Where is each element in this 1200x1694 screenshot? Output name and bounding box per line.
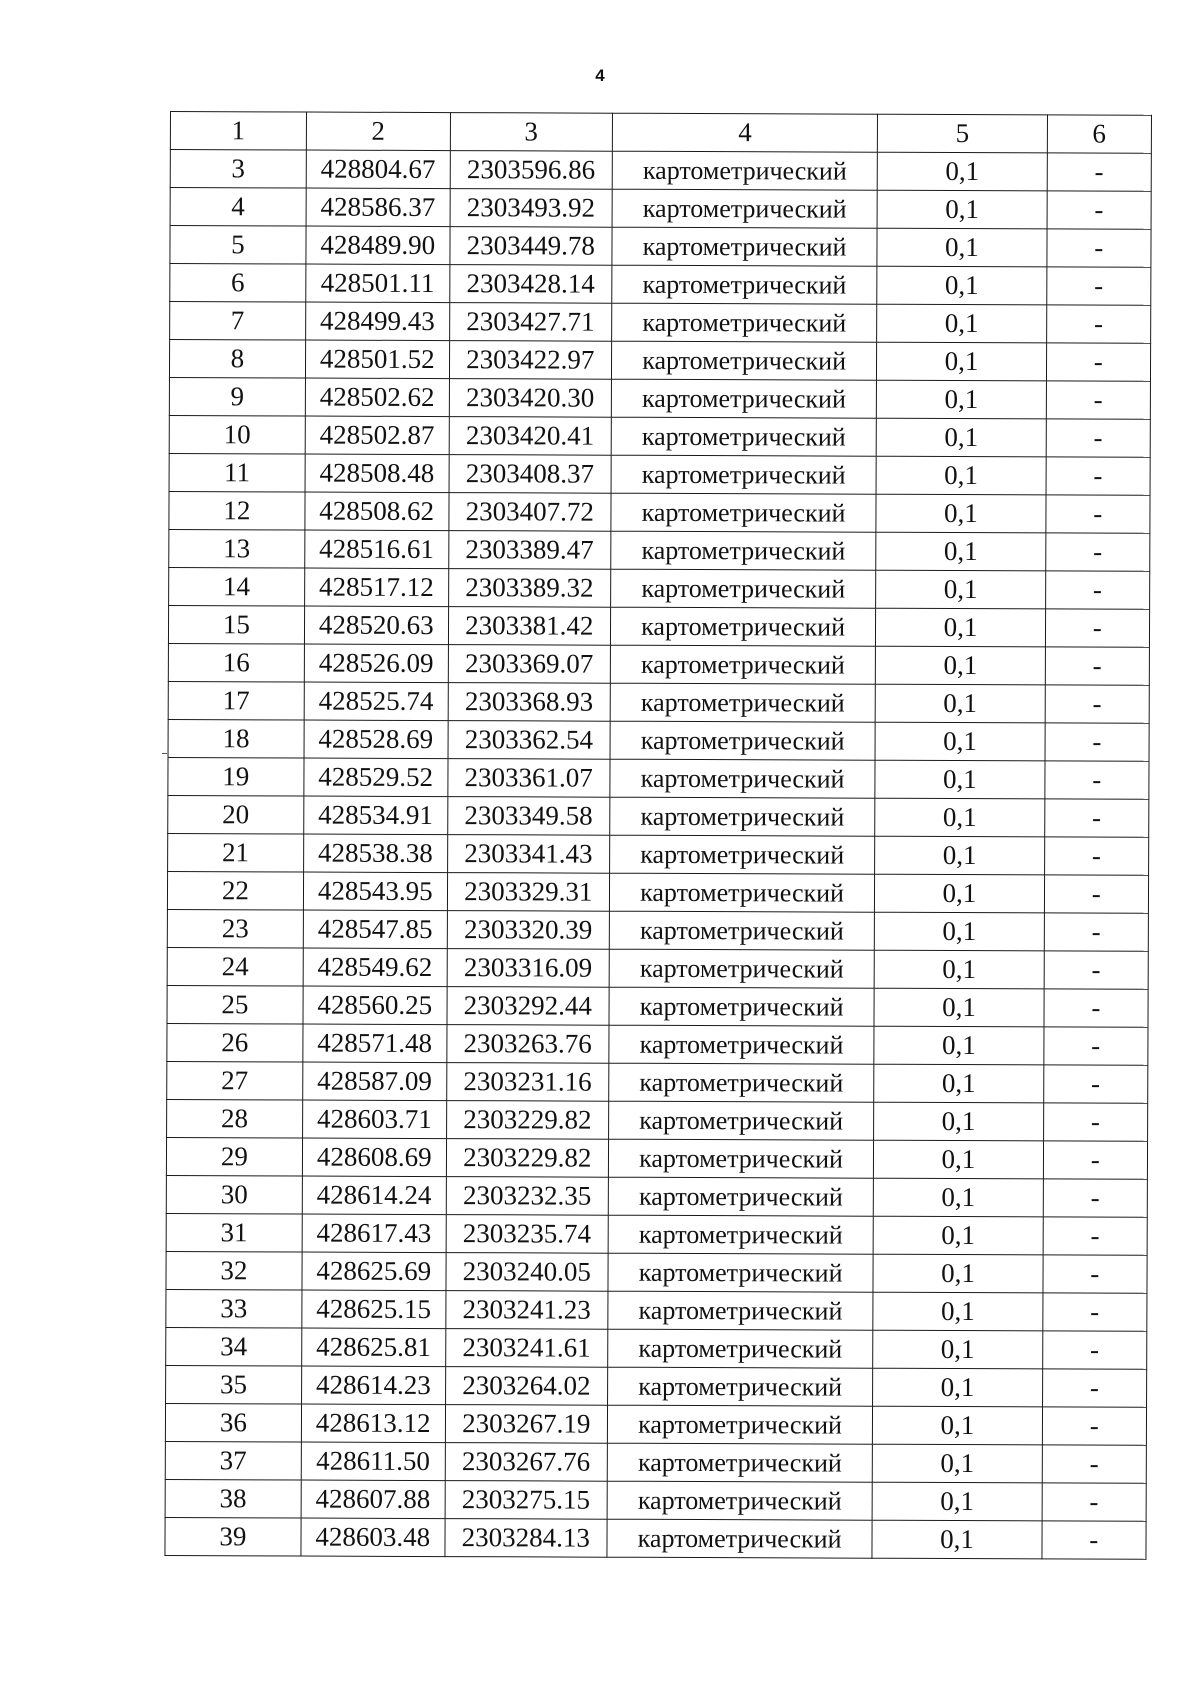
y-coordinate-cell: 2303389.47: [448, 531, 610, 570]
point-number-cell: 37: [165, 1441, 301, 1480]
note-cell: -: [1042, 1369, 1147, 1407]
y-coordinate-cell: 2303341.43: [447, 835, 609, 874]
x-coordinate-cell: 428587.09: [303, 1062, 447, 1101]
accuracy-cell: 0,1: [876, 456, 1045, 495]
table-row: [167, 985, 1148, 1027]
note-cell: -: [1043, 1217, 1148, 1255]
note-cell: -: [1046, 305, 1151, 343]
y-coordinate-cell: 2303231.16: [446, 1063, 608, 1102]
method-cell: картометрический: [610, 759, 876, 798]
x-coordinate-cell: 428489.90: [306, 226, 450, 265]
note-cell: -: [1042, 1483, 1147, 1521]
x-coordinate-cell: 428501.11: [306, 264, 450, 303]
point-number-cell: 6: [170, 264, 306, 303]
header-cell-4: 4: [612, 113, 878, 152]
x-coordinate-cell: 428538.38: [303, 834, 447, 873]
point-number-cell: 34: [166, 1327, 302, 1366]
y-coordinate-cell: 2303240.05: [446, 1253, 608, 1292]
note-cell: -: [1042, 1445, 1147, 1483]
table-row: [166, 1175, 1147, 1217]
method-cell: картометрический: [610, 645, 876, 684]
accuracy-cell: 0,1: [874, 950, 1043, 989]
x-coordinate-cell: 428534.91: [304, 796, 448, 835]
table-row: [170, 150, 1151, 192]
point-number-cell: 28: [167, 1099, 303, 1138]
note-cell: -: [1042, 1331, 1147, 1369]
table-row: [166, 1289, 1147, 1331]
accuracy-cell: 0,1: [876, 608, 1045, 647]
table-row: [168, 795, 1149, 837]
table-row: [170, 264, 1151, 306]
accuracy-cell: 0,1: [877, 342, 1046, 381]
table-row: [166, 1327, 1147, 1369]
x-coordinate-cell: 428517.12: [304, 568, 448, 607]
x-coordinate-cell: 428613.12: [301, 1404, 445, 1443]
accuracy-cell: 0,1: [874, 1064, 1043, 1103]
x-coordinate-cell: 428502.87: [305, 416, 449, 455]
note-cell: -: [1045, 571, 1150, 609]
y-coordinate-cell: 2303428.14: [449, 265, 611, 304]
table-row: [170, 188, 1151, 230]
table-row: [170, 302, 1151, 344]
note-cell: -: [1047, 153, 1152, 191]
y-coordinate-cell: 2303229.82: [446, 1139, 608, 1178]
point-number-cell: 23: [167, 909, 303, 948]
x-coordinate-cell: 428625.15: [302, 1290, 446, 1329]
method-cell: картометрический: [609, 873, 875, 912]
accuracy-cell: 0,1: [875, 722, 1044, 761]
method-cell: картометрический: [608, 1139, 874, 1178]
y-coordinate-cell: 2303316.09: [447, 949, 609, 988]
accuracy-cell: 0,1: [873, 1216, 1042, 1255]
y-coordinate-cell: 2303408.37: [449, 455, 611, 494]
accuracy-cell: 0,1: [876, 570, 1045, 609]
method-cell: картометрический: [611, 417, 877, 456]
method-cell: картометрический: [612, 189, 878, 228]
point-number-cell: 29: [166, 1137, 302, 1176]
table-row: [165, 1441, 1146, 1483]
method-cell: картометрический: [611, 455, 877, 494]
x-coordinate-cell: 428608.69: [302, 1138, 446, 1177]
y-coordinate-cell: 2303427.71: [449, 303, 611, 342]
y-coordinate-cell: 2303241.61: [445, 1329, 607, 1368]
y-coordinate-cell: 2303362.54: [448, 721, 610, 760]
table-row: [166, 1213, 1147, 1255]
method-cell: картометрический: [610, 721, 876, 760]
y-coordinate-cell: 2303369.07: [448, 645, 610, 684]
table-row: [169, 567, 1150, 609]
accuracy-cell: 0,1: [873, 1444, 1042, 1483]
x-coordinate-cell: 428611.50: [301, 1442, 445, 1481]
point-number-cell: 20: [168, 795, 304, 834]
y-coordinate-cell: 2303241.23: [446, 1291, 608, 1330]
table-row: [169, 491, 1150, 533]
note-cell: -: [1045, 495, 1150, 533]
point-number-cell: 31: [166, 1213, 302, 1252]
page-number: 4: [595, 66, 605, 85]
method-cell: картометрический: [612, 151, 878, 190]
note-cell: -: [1044, 951, 1149, 989]
point-number-cell: 32: [166, 1251, 302, 1290]
method-cell: картометрический: [608, 1177, 874, 1216]
method-cell: картометрический: [611, 531, 877, 570]
x-coordinate-cell: 428499.43: [305, 302, 449, 341]
point-number-cell: 16: [168, 643, 304, 682]
accuracy-cell: 0,1: [877, 266, 1046, 305]
accuracy-cell: 0,1: [876, 646, 1045, 685]
method-cell: картометрический: [610, 797, 876, 836]
point-number-cell: 17: [168, 681, 304, 720]
method-cell: картометрический: [608, 1291, 874, 1330]
x-coordinate-cell: 428516.61: [305, 530, 449, 569]
header-cell-6: 6: [1047, 115, 1152, 153]
note-cell: -: [1047, 191, 1152, 229]
note-cell: -: [1044, 799, 1149, 837]
point-number-cell: 5: [170, 226, 306, 265]
accuracy-cell: 0,1: [875, 760, 1044, 799]
note-cell: -: [1046, 343, 1151, 381]
table-row: [169, 529, 1150, 571]
y-coordinate-cell: 2303422.97: [449, 341, 611, 380]
y-coordinate-cell: 2303368.93: [448, 683, 610, 722]
note-cell: -: [1046, 419, 1151, 457]
note-cell: -: [1046, 267, 1151, 305]
x-coordinate-cell: 428560.25: [303, 986, 447, 1025]
method-cell: картометрический: [607, 1443, 873, 1482]
accuracy-cell: 0,1: [873, 1330, 1042, 1369]
x-coordinate-cell: 428525.74: [304, 682, 448, 721]
accuracy-cell: 0,1: [876, 494, 1045, 533]
table-row: [168, 757, 1149, 799]
method-cell: картометрический: [609, 949, 875, 988]
note-cell: -: [1046, 381, 1151, 419]
method-cell: картометрический: [608, 1253, 874, 1292]
method-cell: картометрический: [607, 1481, 873, 1520]
accuracy-cell: 0,1: [873, 1292, 1042, 1331]
stray-mark: [162, 753, 167, 754]
method-cell: картометрический: [607, 1405, 873, 1444]
header-cell-3: 3: [450, 113, 612, 152]
accuracy-cell: 0,1: [874, 1140, 1043, 1179]
y-coordinate-cell: 2303389.32: [448, 569, 610, 608]
accuracy-cell: 0,1: [875, 798, 1044, 837]
table-row: [167, 871, 1148, 913]
table-row: [169, 340, 1150, 382]
note-cell: -: [1043, 1255, 1148, 1293]
table-row: [167, 1023, 1148, 1065]
note-cell: -: [1044, 837, 1149, 875]
note-cell: -: [1044, 761, 1149, 799]
table-row: [170, 226, 1151, 268]
table-row: [168, 833, 1149, 875]
point-number-cell: 38: [165, 1479, 301, 1518]
point-number-cell: 12: [169, 491, 305, 530]
accuracy-cell: 0,1: [873, 1368, 1042, 1407]
point-number-cell: 22: [167, 871, 303, 910]
method-cell: картометрический: [608, 1329, 874, 1368]
method-cell: картометрический: [607, 1367, 873, 1406]
note-cell: -: [1043, 1027, 1148, 1065]
point-number-cell: 11: [169, 453, 305, 492]
method-cell: картометрический: [611, 493, 877, 532]
accuracy-cell: 0,1: [877, 190, 1046, 229]
table-row: [165, 1479, 1146, 1521]
y-coordinate-cell: 2303320.39: [447, 911, 609, 950]
y-coordinate-cell: 2303267.76: [445, 1443, 607, 1482]
accuracy-cell: 0,1: [874, 1102, 1043, 1141]
method-cell: картометрический: [611, 303, 877, 342]
y-coordinate-cell: 2303292.44: [447, 987, 609, 1026]
accuracy-cell: 0,1: [876, 684, 1045, 723]
point-number-cell: 30: [166, 1175, 302, 1214]
y-coordinate-cell: 2303596.86: [450, 151, 612, 190]
x-coordinate-cell: 428520.63: [304, 606, 448, 645]
table-row: [168, 605, 1149, 647]
x-coordinate-cell: 428625.81: [301, 1328, 445, 1367]
table-row: [168, 643, 1149, 685]
table-row: [167, 947, 1148, 989]
method-cell: картометрический: [609, 835, 875, 874]
method-cell: картометрический: [610, 607, 876, 646]
point-number-cell: 27: [167, 1061, 303, 1100]
y-coordinate-cell: 2303361.07: [448, 759, 610, 798]
point-number-cell: 35: [166, 1365, 302, 1404]
point-number-cell: 36: [165, 1403, 301, 1442]
x-coordinate-cell: 428617.43: [302, 1214, 446, 1253]
accuracy-cell: 0,1: [874, 988, 1043, 1027]
y-coordinate-cell: 2303381.42: [448, 607, 610, 646]
method-cell: картометрический: [608, 1215, 874, 1254]
point-number-cell: 7: [170, 302, 306, 341]
table-row: [167, 1099, 1148, 1141]
accuracy-cell: 0,1: [874, 1026, 1043, 1065]
point-number-cell: 3: [170, 150, 306, 189]
note-cell: -: [1042, 1293, 1147, 1331]
x-coordinate-cell: 428804.67: [306, 150, 450, 189]
note-cell: -: [1045, 685, 1150, 723]
table-row: [165, 1517, 1146, 1559]
method-cell: картометрический: [609, 911, 875, 950]
y-coordinate-cell: 2303420.41: [449, 417, 611, 456]
x-coordinate-cell: 428603.71: [302, 1100, 446, 1139]
point-number-cell: 24: [167, 947, 303, 986]
y-coordinate-cell: 2303407.72: [449, 493, 611, 532]
method-cell: картометрический: [612, 265, 878, 304]
point-number-cell: 9: [169, 377, 305, 416]
x-coordinate-cell: 428508.62: [305, 492, 449, 531]
method-cell: картометрический: [609, 987, 875, 1026]
accuracy-cell: 0,1: [872, 1482, 1041, 1521]
note-cell: -: [1046, 457, 1151, 495]
note-cell: -: [1047, 229, 1152, 267]
note-cell: -: [1042, 1521, 1147, 1559]
y-coordinate-cell: 2303267.19: [445, 1405, 607, 1444]
table-row: [167, 1061, 1148, 1103]
accuracy-cell: 0,1: [872, 1520, 1041, 1559]
y-coordinate-cell: 2303235.74: [446, 1215, 608, 1254]
method-cell: картометрический: [610, 683, 876, 722]
y-coordinate-cell: 2303329.31: [447, 873, 609, 912]
x-coordinate-cell: 428502.62: [305, 378, 449, 417]
table-row: [168, 681, 1149, 723]
accuracy-cell: 0,1: [874, 1178, 1043, 1217]
x-coordinate-cell: 428549.62: [303, 948, 447, 987]
table-row: [166, 1365, 1147, 1407]
point-number-cell: 18: [168, 719, 304, 758]
header-cell-1: 1: [170, 112, 306, 151]
note-cell: -: [1045, 723, 1150, 761]
note-cell: -: [1045, 533, 1150, 571]
accuracy-cell: 0,1: [875, 874, 1044, 913]
x-coordinate-cell: 428501.52: [305, 340, 449, 379]
note-cell: -: [1045, 647, 1150, 685]
method-cell: картометрический: [611, 379, 877, 418]
accuracy-cell: 0,1: [877, 380, 1046, 419]
table-header-row: [170, 112, 1151, 154]
x-coordinate-cell: 428586.37: [306, 188, 450, 227]
accuracy-cell: 0,1: [875, 912, 1044, 951]
x-coordinate-cell: 428614.24: [302, 1176, 446, 1215]
method-cell: картометрический: [607, 1519, 873, 1558]
point-number-cell: 26: [167, 1023, 303, 1062]
y-coordinate-cell: 2303275.15: [445, 1481, 607, 1520]
y-coordinate-cell: 2303349.58: [447, 797, 609, 836]
accuracy-cell: 0,1: [878, 152, 1047, 191]
x-coordinate-cell: 428571.48: [303, 1024, 447, 1063]
method-cell: картометрический: [610, 569, 876, 608]
method-cell: картометрический: [609, 1025, 875, 1064]
accuracy-cell: 0,1: [877, 228, 1046, 267]
point-number-cell: 13: [169, 529, 305, 568]
point-number-cell: 14: [169, 567, 305, 606]
note-cell: -: [1044, 913, 1149, 951]
x-coordinate-cell: 428603.48: [301, 1518, 445, 1557]
coordinates-table: [164, 111, 1152, 1560]
x-coordinate-cell: 428543.95: [303, 872, 447, 911]
note-cell: -: [1043, 1179, 1148, 1217]
method-cell: картометрический: [611, 341, 877, 380]
header-cell-2: 2: [306, 112, 450, 151]
method-cell: картометрический: [609, 1063, 875, 1102]
table-row: [167, 909, 1148, 951]
point-number-cell: 10: [169, 415, 305, 454]
accuracy-cell: 0,1: [875, 836, 1044, 875]
x-coordinate-cell: 428508.48: [305, 454, 449, 493]
method-cell: картометрический: [612, 227, 878, 266]
accuracy-cell: 0,1: [873, 1254, 1042, 1293]
table-row: [169, 453, 1150, 495]
note-cell: -: [1044, 989, 1149, 1027]
x-coordinate-cell: 428547.85: [303, 910, 447, 949]
x-coordinate-cell: 428625.69: [302, 1252, 446, 1291]
point-number-cell: 21: [168, 833, 304, 872]
accuracy-cell: 0,1: [877, 304, 1046, 343]
table-row: [166, 1251, 1147, 1293]
x-coordinate-cell: 428529.52: [304, 758, 448, 797]
method-cell: картометрический: [608, 1101, 874, 1140]
accuracy-cell: 0,1: [876, 532, 1045, 571]
point-number-cell: 15: [168, 605, 304, 644]
note-cell: -: [1043, 1065, 1148, 1103]
x-coordinate-cell: 428607.88: [301, 1480, 445, 1519]
y-coordinate-cell: 2303264.02: [445, 1367, 607, 1406]
point-number-cell: 25: [167, 985, 303, 1024]
note-cell: -: [1042, 1407, 1147, 1445]
y-coordinate-cell: 2303229.82: [446, 1101, 608, 1140]
y-coordinate-cell: 2303420.30: [449, 379, 611, 418]
accuracy-cell: 0,1: [873, 1406, 1042, 1445]
accuracy-cell: 0,1: [877, 418, 1046, 457]
header-cell-5: 5: [878, 114, 1047, 153]
note-cell: -: [1043, 1141, 1148, 1179]
point-number-cell: 8: [169, 340, 305, 379]
point-number-cell: 33: [166, 1289, 302, 1328]
point-number-cell: 39: [165, 1517, 301, 1556]
table-row: [169, 415, 1150, 457]
table-body: [165, 112, 1152, 1560]
table-row: [168, 719, 1149, 761]
x-coordinate-cell: 428528.69: [304, 720, 448, 759]
table-row: [166, 1137, 1147, 1179]
y-coordinate-cell: 2303493.92: [450, 189, 612, 228]
x-coordinate-cell: 428526.09: [304, 644, 448, 683]
note-cell: -: [1045, 609, 1150, 647]
y-coordinate-cell: 2303449.78: [450, 227, 612, 266]
note-cell: -: [1043, 1103, 1148, 1141]
point-number-cell: 19: [168, 757, 304, 796]
y-coordinate-cell: 2303284.13: [445, 1519, 607, 1558]
table-row: [169, 377, 1150, 419]
table-row: [165, 1403, 1146, 1445]
y-coordinate-cell: 2303263.76: [447, 1025, 609, 1064]
note-cell: -: [1044, 875, 1149, 913]
x-coordinate-cell: 428614.23: [301, 1366, 445, 1405]
point-number-cell: 4: [170, 188, 306, 227]
y-coordinate-cell: 2303232.35: [446, 1177, 608, 1216]
